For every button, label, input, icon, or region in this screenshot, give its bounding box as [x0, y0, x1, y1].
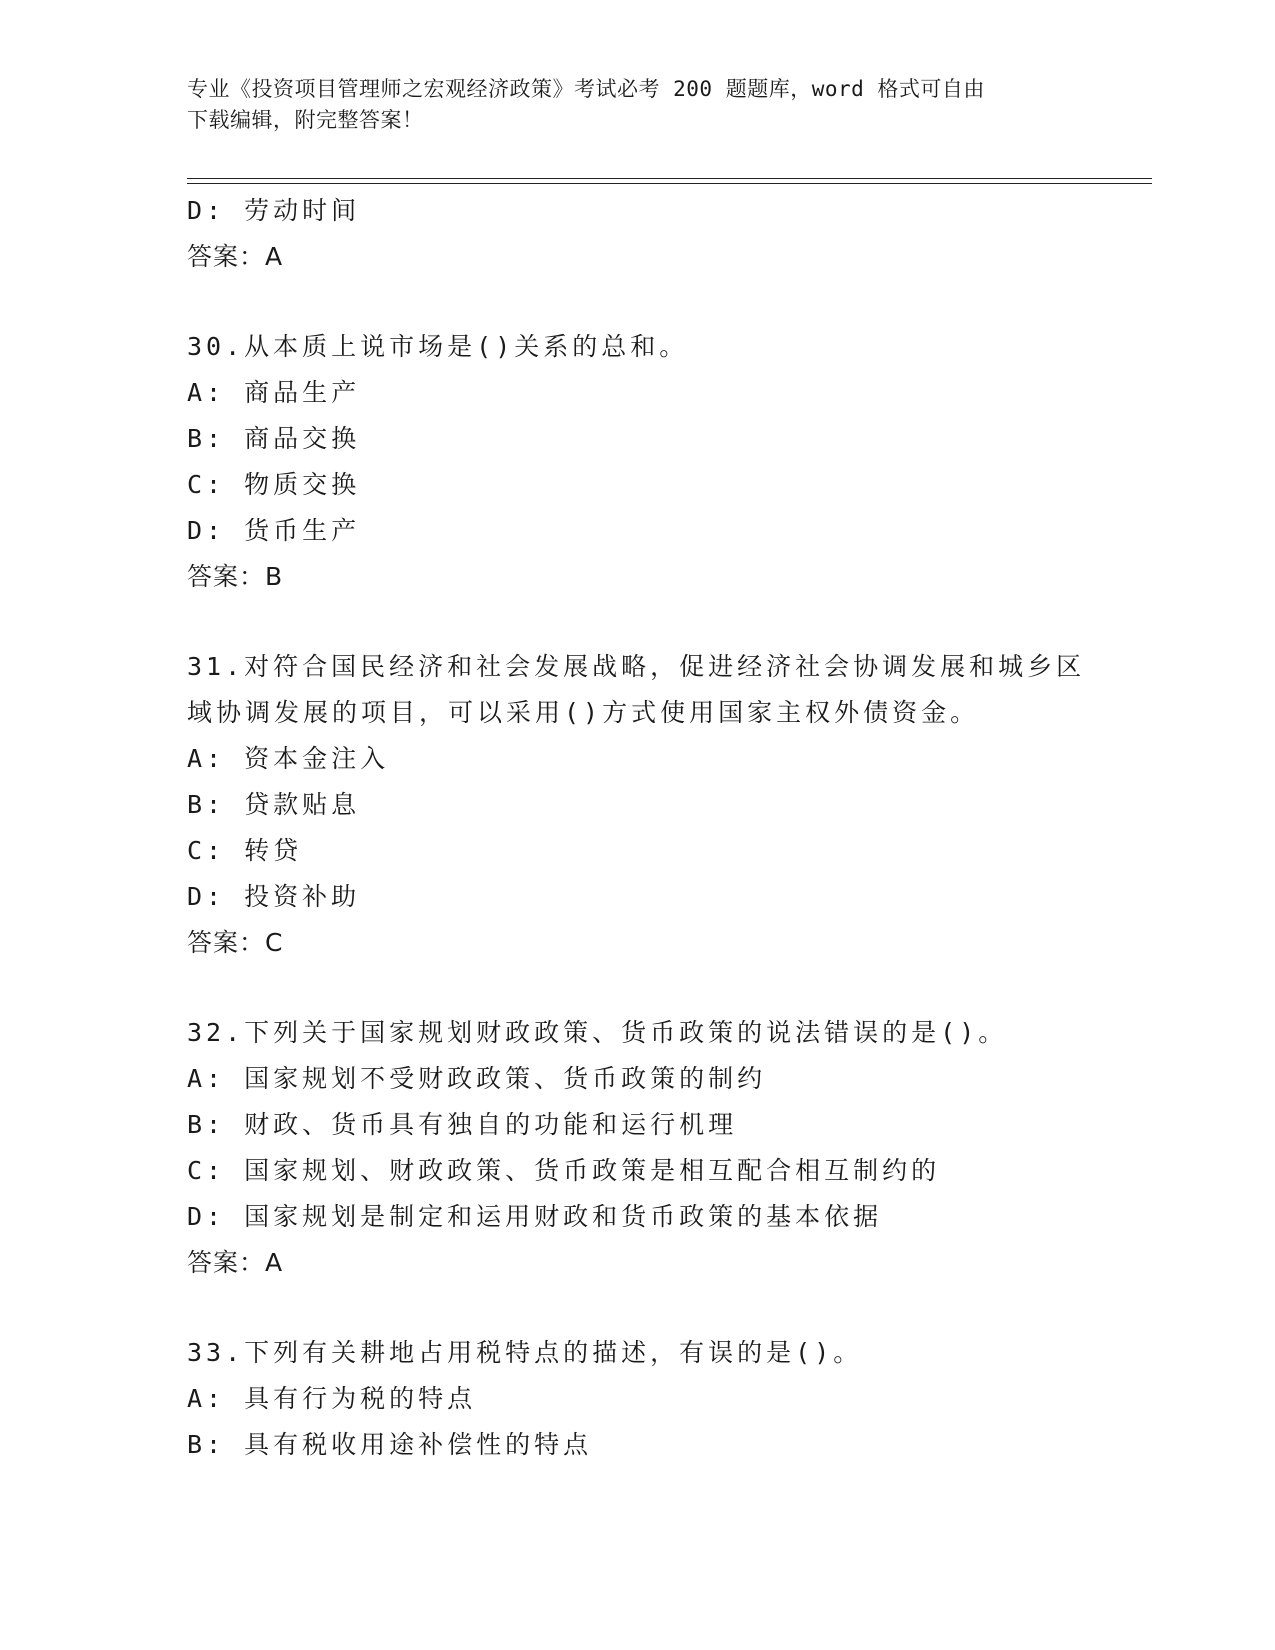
option-b: B: 商品交换: [187, 424, 361, 453]
question-text-line-1: 31.对符合国民经济和社会发展战略，促进经济社会协调发展和城乡区: [187, 652, 1086, 681]
answer-line: 答案：C: [187, 928, 284, 957]
option-d: D: 货币生产: [187, 516, 361, 545]
question-text-line-2: 域协调发展的项目，可以采用()方式使用国家主权外债资金。: [187, 698, 980, 727]
option-d: D: 劳动时间: [187, 196, 361, 225]
option-d: D: 国家规划是制定和运用财政和货币政策的基本依据: [187, 1202, 883, 1231]
option-b: B: 具有税收用途补偿性的特点: [187, 1430, 593, 1459]
option-a: A: 具有行为税的特点: [187, 1384, 477, 1413]
answer-line: 答案：A: [187, 242, 284, 271]
option-c: C: 物质交换: [187, 470, 361, 499]
question-block-29: [187, 188, 1087, 280]
question-block-33: [187, 1330, 1087, 1468]
question-text: 30.从本质上说市场是()关系的总和。: [187, 332, 689, 361]
option-c: C: 转贷: [187, 836, 303, 865]
question-text: 33.下列有关耕地占用税特点的描述，有误的是()。: [187, 1338, 863, 1367]
option-c: C: 国家规划、财政政策、货币政策是相互配合相互制约的: [187, 1156, 941, 1185]
question-block-32: [187, 1010, 1087, 1286]
option-a: A: 资本金注入: [187, 744, 390, 773]
document-body: [187, 188, 1087, 1468]
answer-line: 答案：B: [187, 562, 284, 591]
answer-line: 答案：A: [187, 1248, 284, 1277]
option-a: A: 国家规划不受财政政策、货币政策的制约: [187, 1064, 767, 1093]
question-block-31: [187, 644, 1087, 966]
option-b: B: 贷款贴息: [187, 790, 361, 819]
option-d: D: 投资补助: [187, 882, 361, 911]
question-text: 32.下列关于国家规划财政政策、货币政策的说法错误的是()。: [187, 1018, 1008, 1047]
option-b: B: 财政、货币具有独自的功能和运行机理: [187, 1110, 738, 1139]
option-a: A: 商品生产: [187, 378, 361, 407]
question-block-30: [187, 324, 1087, 600]
header-divider: [187, 178, 1152, 184]
document-header: 专业《投资项目管理师之宏观经济政策》考试必考 200 题题库，word 格式可自由 下载编辑，附完整答案！: [187, 77, 985, 132]
